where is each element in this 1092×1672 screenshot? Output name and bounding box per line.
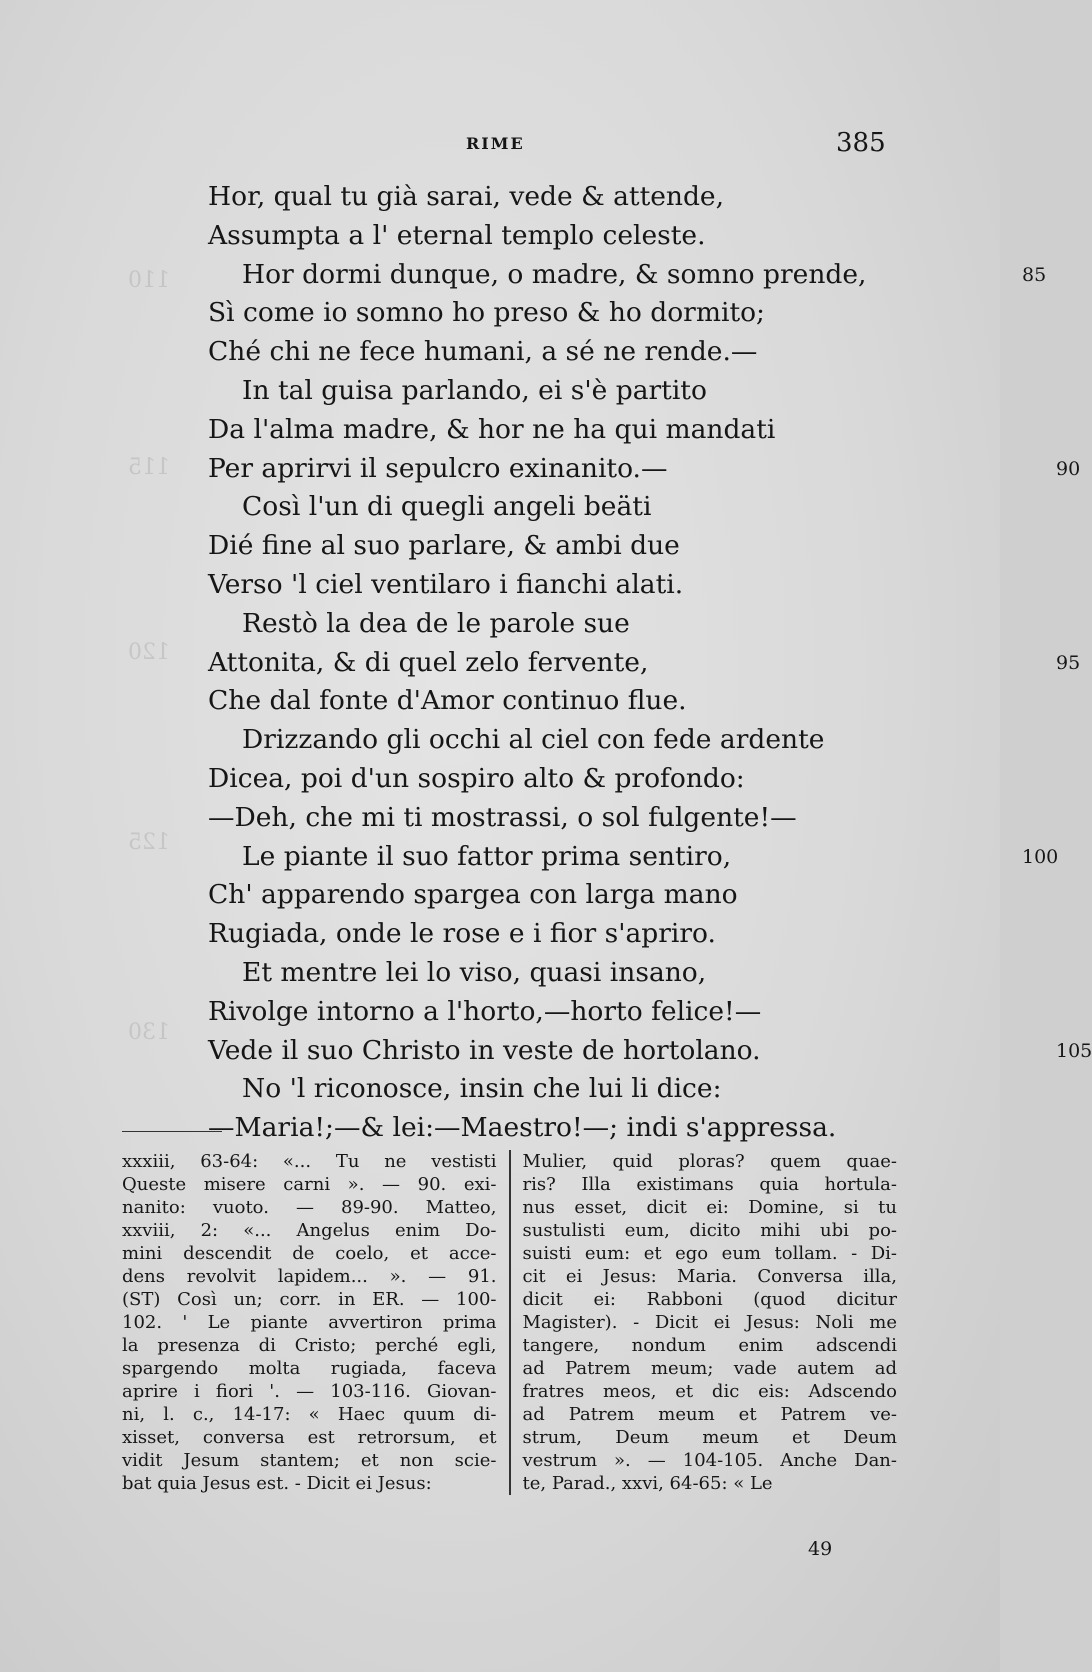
footnote-line: cit ei Jesus: Maria. Conversa illa, <box>522 1266 897 1287</box>
footnote-line: mini descendit de coelo, et acce- <box>122 1243 497 1264</box>
footnote-line: xxxiii, 63-64: «... Tu ne vestisti <box>122 1151 497 1172</box>
footnote-line: la presenza di Cristo; perché egli, <box>122 1335 497 1356</box>
verse-line <box>208 527 908 566</box>
verse-text: Ché chi ne fece humani, a sé ne rende.— <box>208 336 758 368</box>
footnote-line: tangere, nondum enim adscendi <box>522 1335 897 1356</box>
verse-line <box>208 372 908 411</box>
page-number: 385 <box>836 128 886 158</box>
footnote-line: Queste misere carni ». — 90. exi- <box>122 1174 497 1195</box>
verse-line <box>208 721 908 760</box>
verse-text: Le piante il suo fattor prima sentiro, <box>242 840 732 872</box>
verse-line <box>208 294 908 333</box>
signature-mark: 49 <box>808 1538 833 1560</box>
verse-text: Ch' apparendo spargea con larga mano <box>208 879 738 911</box>
verse-text: Verso 'l ciel ventilaro i fianchi alati. <box>208 568 684 600</box>
footnote-line: xxviii, 2: «... Angelus enim Do- <box>122 1220 497 1241</box>
line-number: 90 <box>1056 457 1081 480</box>
footnote-line: Magister). - Dicit ei Jesus: Noli me <box>522 1312 897 1333</box>
footnote-line: vidit Jesum stantem; et non scie- <box>122 1450 497 1471</box>
verse-line <box>208 256 1047 295</box>
line-number: 100 <box>1022 845 1059 868</box>
footnote-line: nus esset, dicit ei: Domine, si tu <box>522 1197 897 1218</box>
line-number: 85 <box>1022 263 1047 286</box>
footnote-line: spargendo molta rugiada, faceva <box>122 1358 497 1379</box>
verse-line <box>208 1109 908 1148</box>
footnote-line: ad Patrem meum et Patrem ve- <box>522 1404 897 1425</box>
footnote-line: (ST) Così un; corr. in ER. — 100- <box>122 1289 497 1310</box>
verse-text: Drizzando gli occhi al ciel con fede ardente <box>242 724 825 756</box>
verse-text: Hor dormi dunque, o madre, & somno prende, <box>242 258 867 290</box>
verse-line <box>208 411 908 450</box>
footnote-line: bat quia Jesus est. - Dicit ei Jesus: <box>122 1473 432 1494</box>
verse-line <box>208 566 908 605</box>
verse-line <box>208 915 908 954</box>
footnote-line: ni, l. c., 14-17: « Haec quum di- <box>122 1404 497 1425</box>
line-number: 105 <box>1056 1039 1092 1062</box>
verse-line <box>208 333 908 372</box>
footnote-line: aprire i fiori '. — 103-116. Giovan- <box>122 1381 497 1402</box>
running-title: RIME <box>466 134 525 153</box>
footnote-column-left <box>122 1150 509 1495</box>
verse-line <box>208 605 908 644</box>
footnote-rule <box>122 1131 222 1132</box>
verse-text: Dié fine al suo parlare, & ambi due <box>208 530 680 562</box>
footnote-line: nanito: vuoto. — 89-90. Matteo, <box>122 1197 497 1218</box>
verse-text: Che dal fonte d'Amor continuo flue. <box>208 685 687 717</box>
footnote-line: sustulisti eum, dicito mihi ubi po- <box>522 1220 897 1241</box>
verse-line <box>208 682 908 721</box>
verse-line <box>208 1070 908 1109</box>
verse-line <box>208 760 908 799</box>
verse-text: No 'l riconosce, insin che lui li dice: <box>242 1073 722 1105</box>
footnote-line: xisset, conversa est retrorsum, et <box>122 1427 497 1448</box>
show-through-number: 110 <box>128 268 170 293</box>
verse-line <box>208 799 908 838</box>
verse-text: Restò la dea de le parole sue <box>242 607 630 639</box>
verse-text: Rugiada, onde le rose e i fior s'apriro. <box>208 918 716 950</box>
line-number: 95 <box>1056 651 1081 674</box>
footnote-line: 102. ' Le piante avvertiron prima <box>122 1312 497 1333</box>
verse-text: Et mentre lei lo viso, quasi insano, <box>242 956 707 988</box>
verse-text: Attonita, & di quel zelo fervente, <box>208 646 649 678</box>
verse-text: Dicea, poi d'un sospiro alto & profondo: <box>208 762 745 794</box>
verse-line <box>208 450 1081 489</box>
show-through-number: 120 <box>128 640 170 665</box>
verse-text: Vede il suo Christo in veste de hortolano. <box>208 1034 761 1066</box>
footnote-column-right <box>509 1150 898 1495</box>
verse-line <box>208 876 908 915</box>
footnote-line: dicit ei: Rabboni (quod dicitur <box>522 1289 897 1310</box>
poem-body <box>208 178 1092 1148</box>
footnote-line: suisti eum: et ego eum tollam. - Di- <box>522 1243 897 1264</box>
verse-text: —Deh, che mi ti mostrassi, o sol fulgente!— <box>208 801 797 833</box>
verse-text: —Maria!;—& lei:—Maestro!—; indi s'appressa. <box>208 1112 837 1144</box>
show-through-number: 115 <box>128 455 170 480</box>
verse-line <box>208 954 908 993</box>
verse-line <box>208 644 1081 683</box>
footnote-line: ad Patrem meum; vade autem ad <box>522 1358 897 1379</box>
verse-text: In tal guisa parlando, ei s'è partito <box>242 374 707 406</box>
show-through-number: 130 <box>128 1020 170 1045</box>
footnote-line: te, Parad., xxvi, 64-65: « Le <box>522 1473 773 1494</box>
show-through-number: 125 <box>128 830 170 855</box>
verse-line <box>208 178 908 217</box>
footnote-line: Mulier, quid ploras? quem quae- <box>522 1151 897 1172</box>
footnote-line: vestrum ». — 104-105. Anche Dan- <box>522 1450 897 1471</box>
footnote-line: strum, Deum meum et Deum <box>522 1427 897 1448</box>
footnotes <box>122 1150 897 1495</box>
verse-line <box>208 488 908 527</box>
verse-line <box>208 838 1059 877</box>
footnote-line: ris? Illa existimans quia hortula- <box>522 1174 897 1195</box>
verse-text: Rivolge intorno a l'horto,—horto felice!— <box>208 995 762 1027</box>
verse-line <box>208 217 908 256</box>
verse-text: Hor, qual tu già sarai, vede & attende, <box>208 181 725 212</box>
footnote-line: dens revolvit lapidem... ». — 91. <box>122 1266 497 1287</box>
verse-text: Così l'un di quegli angeli beäti <box>242 491 652 523</box>
footnote-line: fratres meos, et dic eis: Adscendo <box>522 1381 897 1402</box>
verse-text: Per aprirvi il sepulcro exinanito.— <box>208 452 668 484</box>
verse-line <box>208 1032 1092 1071</box>
verse-text: Assumpta a l' eternal templo celeste. <box>208 219 706 251</box>
verse-text: Da l'alma madre, & hor ne ha qui mandati <box>208 413 776 445</box>
verse-line <box>208 993 908 1032</box>
verse-text: Sì come io somno ho preso & ho dormito; <box>208 297 765 329</box>
